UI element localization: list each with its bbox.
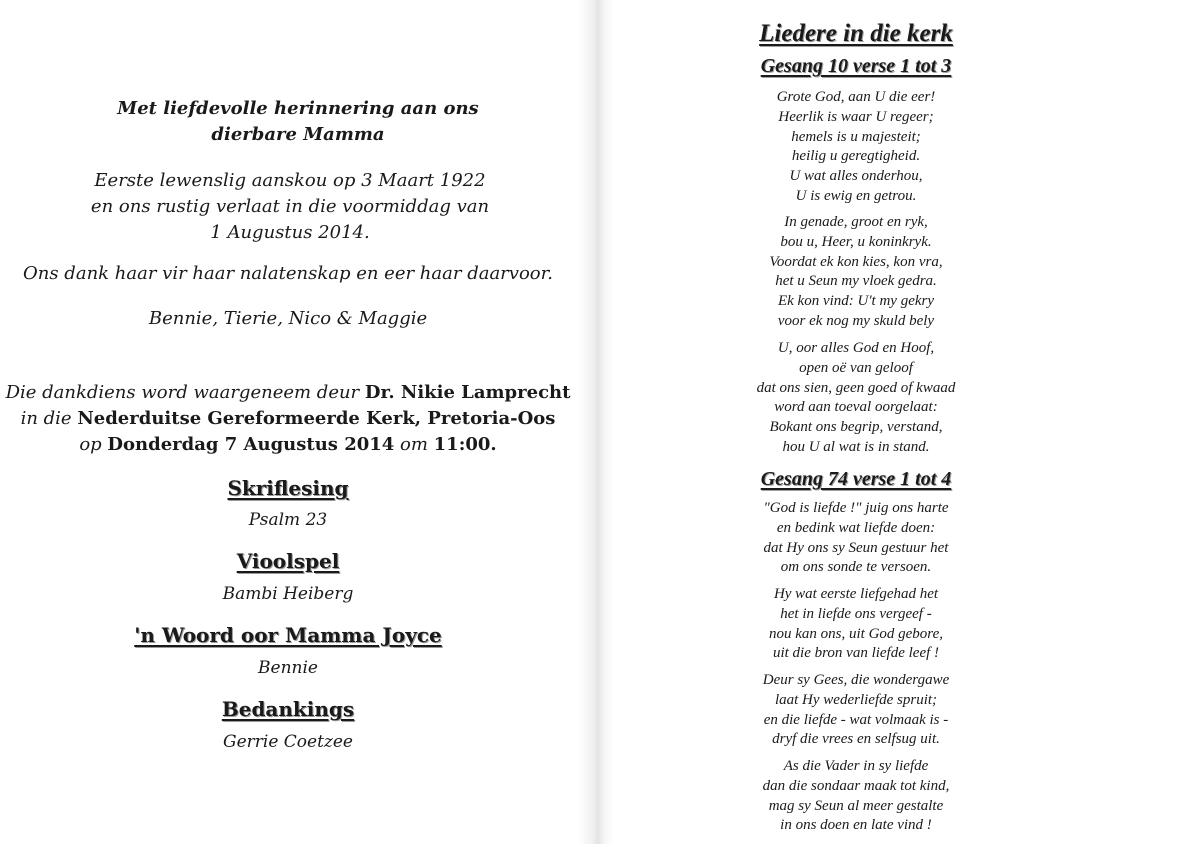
section-body: Bambi Heiberg — [222, 584, 354, 604]
hymn-verse — [596, 499, 1116, 578]
service-line — [0, 432, 576, 458]
verse-line: heilig u geregtigheid. — [791, 148, 921, 165]
verse-line: word aan toeval oorgelaat: — [774, 399, 938, 416]
life-dates — [0, 168, 580, 246]
hymn-verse — [596, 585, 1116, 664]
dedication — [0, 96, 596, 148]
dates-line: en ons rustig verlaat in die voormiddag van — [90, 196, 490, 217]
section-body: Gerrie Coetzee — [222, 732, 353, 752]
hymn-title: Gesang 74 verse 1 tot 4 — [760, 468, 952, 490]
verse-line: Heerlik is waar U regeer; — [778, 108, 934, 125]
verse-line: bou u, Heer, u koninkryk. — [780, 233, 932, 250]
service-text: in die — [20, 408, 78, 429]
service-line — [0, 380, 576, 406]
section-title: 'n Woord oor Mamma Joyce — [134, 623, 442, 647]
verse-line: het u Seun my vloek gedra. — [775, 273, 937, 290]
verse-line: Bokant ons begrip, verstand, — [769, 419, 943, 436]
thanks-text: Ons dank haar vir haar nalatenskap en eer haar daarvoor. — [23, 263, 553, 284]
hymn-verse — [596, 339, 1116, 458]
verse-line: en bedink wat liefde doen: — [776, 519, 936, 536]
verse-line: U wat alles onderhou, — [789, 168, 923, 185]
verse-line: uit die bron van liefde leef ! — [772, 645, 940, 662]
verse-line: nou kan ons, uit God gebore, — [768, 625, 943, 642]
verse-line: dat Hy ons sy Seun gestuur het — [763, 539, 949, 556]
dates-line: 1 Augustus 2014. — [210, 222, 370, 243]
verse-line: om ons sonde te versoen. — [780, 559, 932, 576]
dates-line: Eerste lewenslig aanskou op 3 Maart 1922 — [94, 170, 486, 191]
verse-line: As die Vader in sy liefde — [783, 758, 929, 774]
service-text: om — [394, 434, 434, 455]
verse-line: en die liefde - wat volmaak is - — [763, 711, 949, 728]
dedication-line: Met liefdevolle herinnering aan ons — [117, 98, 479, 119]
verse-line: mag sy Seun al meer gestalte — [768, 797, 944, 814]
section-title: Bedankings — [221, 697, 355, 721]
verse-line: dan die sondaar maak tot kind, — [762, 777, 950, 794]
songs-title: Liedere in die kerk — [759, 20, 953, 47]
verse-line: Voordat ek kon kies, kon vra, — [769, 253, 943, 270]
verse-line: laat Hy wederliefde spruit; — [774, 691, 938, 708]
verse-line: voor ek nog my skuld bely — [777, 312, 935, 329]
hymn-verse — [596, 213, 1116, 332]
service-date: Donderdag 7 Augustus 2014 — [107, 434, 395, 455]
section-body: Psalm 23 — [248, 510, 328, 530]
service-time: 11:00. — [433, 434, 497, 455]
hymn-title: Gesang 10 verse 1 tot 3 — [760, 55, 952, 77]
verse-line: dat ons sien, geen goed of kwaad — [756, 379, 956, 396]
verse-line: open oë van geloof — [799, 359, 913, 376]
verse-line: dryf die vrees en selfsug uit. — [772, 731, 940, 748]
verse-line: In genade, groot en ryk, — [784, 214, 928, 230]
verse-line: Ek kon vind: U't my gekry — [777, 293, 935, 310]
section-title: Vioolspel — [236, 549, 340, 573]
section-title: Skriflesing — [227, 476, 349, 500]
church-name: Nederduitse Gereformeerde Kerk, Pretoria-Oos — [77, 408, 556, 429]
verse-line: hou U al wat is in stand. — [782, 438, 930, 455]
verse-line: "God is liefde !" juig ons harte — [763, 500, 949, 516]
verse-line: in ons doen en late vind ! — [780, 817, 932, 834]
service-text: Die dankdiens word waargeneem deur — [5, 382, 365, 403]
hymn-verse — [596, 671, 1116, 750]
family-names: Bennie, Tierie, Nico & Maggie — [148, 308, 428, 329]
hymn-verse — [596, 88, 1116, 207]
verse-line: Deur sy Gees, die wondergawe — [762, 672, 950, 688]
service-line — [0, 406, 576, 432]
service-text: op — [79, 434, 108, 455]
minister-name: Dr. Nikie Lamprecht — [364, 382, 571, 403]
hymn-verse — [596, 757, 1116, 836]
service-details — [0, 380, 576, 458]
verse-line: U is ewig en getrou. — [795, 187, 917, 204]
dedication-line: dierbare Mamma — [211, 124, 385, 145]
verse-line: Hy wat eerste liefgehad het — [773, 586, 939, 602]
verse-line: Grote God, aan U die eer! — [776, 89, 936, 105]
verse-line: hemels is u majesteit; — [791, 128, 921, 145]
verse-line: U, oor alles God en Hoof, — [777, 340, 935, 356]
section-body: Bennie — [258, 658, 318, 678]
verse-line: het in liefde ons vergeef - — [780, 605, 932, 622]
